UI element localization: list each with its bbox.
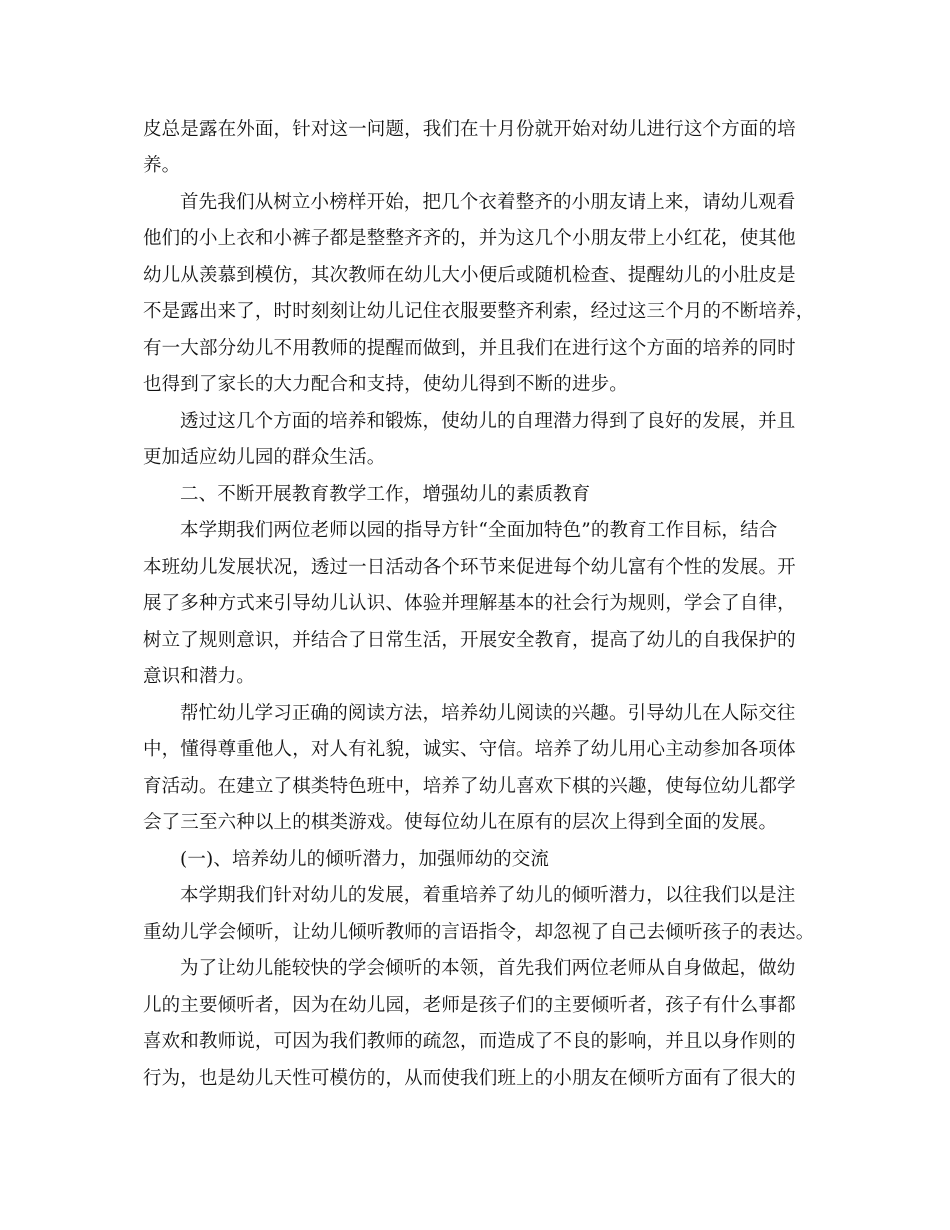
paragraph-first-line: 首先我们从树立小榜样开始，把几个衣着整齐的小朋友请上来，请幼儿观看 (180, 192, 796, 213)
text-line: 不是露出来了，时时刻刻让幼儿记住衣服要整齐利索，经过这三个月的不断培养， (143, 301, 815, 322)
paragraph-first-line: 帮忙幼儿学习正确的阅读方法，培养幼儿阅读的兴趣。引导幼儿在人际交往 (180, 703, 796, 724)
text-line: 本班幼儿发展状况，透过一日活动各个环节来促进每个幼儿富有个性的发展。开 (143, 557, 796, 578)
text-line: 意识和潜力。 (143, 666, 255, 687)
paragraph-first-line: 透过这几个方面的培养和锻炼，使幼儿的自理潜力得到了良好的发展，并且 (180, 411, 796, 432)
text-line: 幼儿从羡慕到模仿，其次教师在幼儿大小便后或随机检查、提醒幼儿的小肚皮是 (143, 265, 796, 286)
paragraph-first-line: 本学期我们两位老师以园的指导方针“全面加特色”的教育工作目标，结合 (180, 520, 778, 541)
text-line: 更加适应幼儿园的群众生活。 (143, 447, 386, 468)
text-line: 重幼儿学会倾听，让幼儿倾听教师的言语指令，却忽视了自己去倾听孩子的表达。 (143, 922, 815, 943)
text-line: 养。 (143, 155, 181, 176)
text-line: 展了多种方式来引导幼儿认识、体验并理解基本的社会行为规则，学会了自律， (143, 593, 796, 614)
text-line: 他们的小上衣和小裤子都是整整齐齐的，并为这几个小朋友带上小红花，使其他 (143, 228, 796, 249)
section-heading: 二、不断开展教育教学工作，增强幼儿的素质教育 (180, 484, 591, 505)
text-line: 皮总是露在外面，针对这一问题，我们在十月份就开始对幼儿进行这个方面的培 (143, 119, 796, 140)
text-line: 有一大部分幼儿不用教师的提醒而做到，并且我们在进行这个方面的培养的同时 (143, 338, 796, 359)
text-line: 也得到了家长的大力配合和支持，使幼儿得到不断的进步。 (143, 374, 628, 395)
text-line: 儿的主要倾听者，因为在幼儿园，老师是孩子们的主要倾听者，孩子有什么事都 (143, 995, 796, 1016)
text-line: 行为，也是幼儿天性可模仿的，从而使我们班上的小朋友在倾听方面有了很大的 (143, 1068, 796, 1089)
paragraph-first-line: 为了让幼儿能较快的学会倾听的本领，首先我们两位老师从自身做起，做幼 (180, 958, 796, 979)
subsection-heading: (一)、培养幼儿的倾听潜力，加强师幼的交流 (180, 849, 550, 870)
text-line: 喜欢和教师说，可因为我们教师的疏忽，而造成了不良的影响，并且以身作则的 (143, 1031, 796, 1052)
text-line: 会了三至六种以上的棋类游戏。使每位幼儿在原有的层次上得到全面的发展。 (143, 812, 778, 833)
text-line: 育活动。在建立了棋类特色班中，培养了幼儿喜欢下棋的兴趣，使每位幼儿都学 (143, 776, 796, 797)
text-line: 中，懂得尊重他人，对人有礼貌，诚实、守信。培养了幼儿用心主动参加各项体 (143, 739, 796, 760)
paragraph-first-line: 本学期我们针对幼儿的发展，着重培养了幼儿的倾听潜力，以往我们以是注 (180, 885, 796, 906)
text-line: 树立了规则意识，并结合了日常生活，开展安全教育，提高了幼儿的自我保护的 (143, 630, 796, 651)
